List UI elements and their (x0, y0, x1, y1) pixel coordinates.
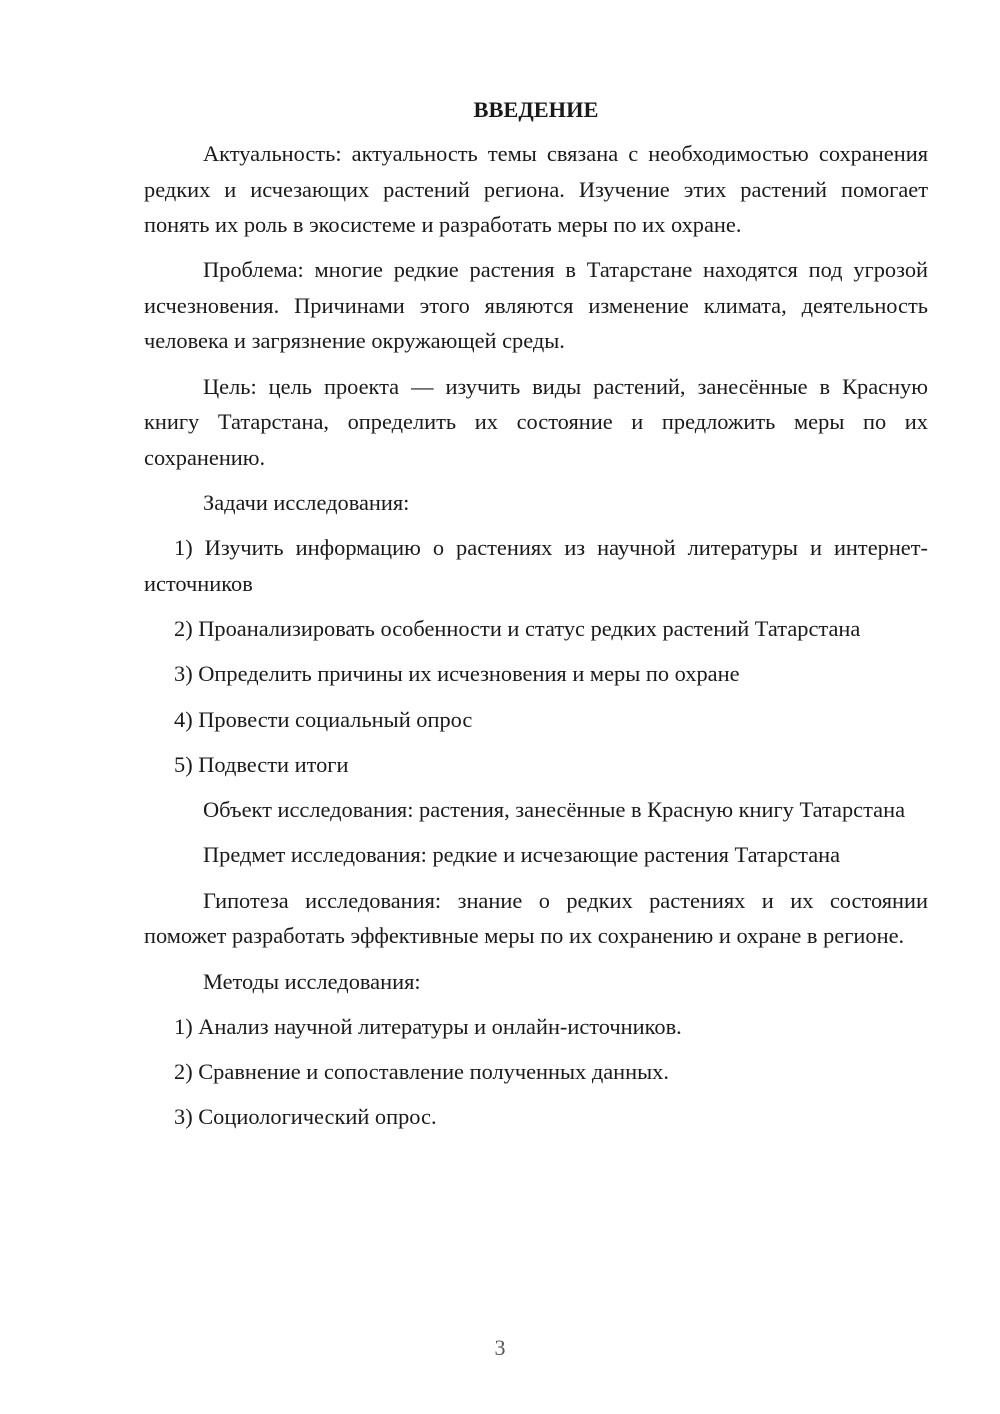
document-page (144, 92, 928, 1145)
method-item: 2) Сравнение и сопоставление полученных данных. (174, 1059, 669, 1085)
page-number: 3 (494, 1335, 506, 1360)
method-item: 3) Социологический опрос. (174, 1104, 437, 1130)
task-item: 2) Проанализировать особенности и статус редких растений Татарстана (174, 615, 861, 641)
page-title: ВВЕДЕНИЕ (473, 97, 599, 122)
task-item: 3) Определить причины их исчезновения и меры по охране (174, 661, 740, 687)
goal-paragraph: Цель: цель проекта — изучить виды растений, занесённые в Красную книгу Татарстана, определить их состояние и предложить меры по их сохранению. (144, 373, 928, 470)
relevance-paragraph: Актуальность: актуальность темы связана с необходимостью сохранения редких и исчезающих растений региона. Изучение этих растений помогает понять их роль в экосистеме и разработать меры по их охране. (144, 141, 928, 237)
object-paragraph: Объект исследования: растения, занесённые в Красную книгу Татарстана (203, 797, 906, 823)
method-item: 1) Анализ научной литературы и онлайн-источников. (174, 1013, 682, 1039)
methods-heading: Методы исследования: (203, 968, 421, 994)
problem-paragraph: Проблема: многие редкие растения в Татарстане находятся под угрозой исчезновения. Причинами этого являются изменение климата, деятельность человека и загрязнение окружающей среды. (144, 257, 928, 354)
hypothesis-paragraph: Гипотеза исследования: знание о редких растениях и их состоянии поможет разработать эффективные меры по их сохранению и охране в регионе. (144, 887, 928, 949)
task-item: 4) Провести социальный опрос (174, 706, 473, 732)
subject-paragraph: Предмет исследования: редкие и исчезающие растения Татарстана (203, 842, 841, 868)
task-item: 5) Подвести итоги (174, 751, 349, 777)
tasks-heading: Задачи исследования: (203, 489, 410, 515)
task-item: 1) Изучить информацию о растениях из научной литературы и интернет-источников (144, 535, 928, 596)
